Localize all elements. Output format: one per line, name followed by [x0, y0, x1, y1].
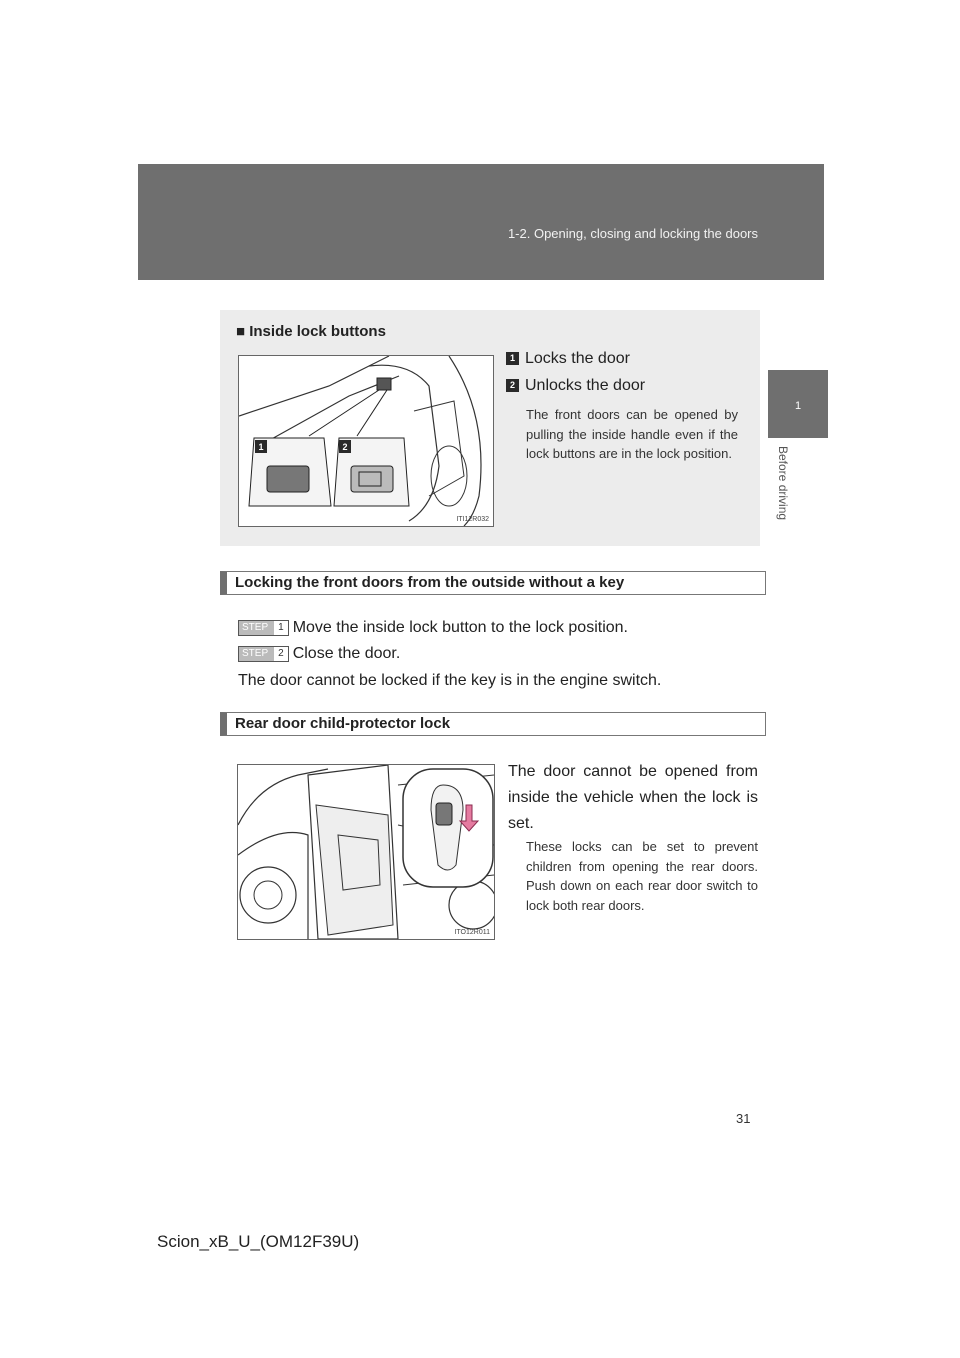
step-2-label: STEP — [242, 647, 269, 659]
box-title: ■ Inside lock buttons — [236, 323, 386, 340]
inside-lock-box — [220, 310, 760, 546]
child-lock-illustration — [238, 765, 494, 939]
step-1-text: Move the inside lock button to the lock position. — [292, 619, 628, 636]
step-2-badge — [238, 646, 289, 662]
step-2 — [238, 645, 400, 663]
badge-2: 2 — [506, 379, 519, 392]
header-band — [138, 164, 824, 280]
section-title: 1-2. Opening, closing and locking the doors — [507, 226, 758, 241]
item-lock — [506, 350, 630, 368]
svg-text:1: 1 — [258, 442, 264, 452]
item-unlock — [506, 377, 645, 395]
child-lock-text: The door cannot be opened from inside the vehicle when the lock is set. — [508, 763, 758, 832]
step-1-badge — [238, 620, 289, 636]
chapter-tab — [768, 370, 828, 438]
chapter-label — [772, 446, 796, 546]
inside-lock-illustration — [239, 356, 493, 526]
figure-code: ITO12R011 — [454, 929, 490, 936]
front-doors-heading-text: Locking the front doors from the outside without a key — [235, 574, 625, 591]
item-unlock-text: Unlocks the door — [525, 377, 646, 394]
chapter-number: 1 — [794, 400, 802, 412]
inside-lock-note: The front doors can be opened by pulling the inside handle even if the lock buttons are in the lock position. — [526, 407, 738, 461]
step-2-text: Close the door. — [292, 645, 401, 662]
child-lock-figure — [237, 764, 495, 940]
step-2-number: 2 — [274, 647, 288, 661]
child-lock-heading-text: Rear door child-protector lock — [235, 715, 451, 732]
chapter-label-text: Before driving — [776, 446, 790, 521]
footer-code: Scion_xB_U_(OM12F39U) — [157, 1232, 360, 1251]
figure-code: ITI12R032 — [456, 516, 489, 523]
badge-1: 1 — [506, 352, 519, 365]
front-doors-heading — [220, 571, 766, 595]
svg-text:2: 2 — [342, 442, 348, 452]
inside-lock-figure — [238, 355, 494, 527]
child-lock-note: These locks can be set to prevent children from opening the rear doors. Push down on each rear door switch to lock both rear doors. — [526, 839, 758, 913]
step-1-label: STEP — [242, 621, 269, 633]
page-number: 31 — [736, 1111, 751, 1126]
step-1 — [238, 619, 628, 637]
front-doors-note: The door cannot be locked if the key is in the engine switch. — [238, 672, 662, 689]
step-1-number: 1 — [274, 621, 288, 635]
item-lock-text: Locks the door — [525, 350, 630, 367]
child-lock-heading — [220, 712, 766, 736]
